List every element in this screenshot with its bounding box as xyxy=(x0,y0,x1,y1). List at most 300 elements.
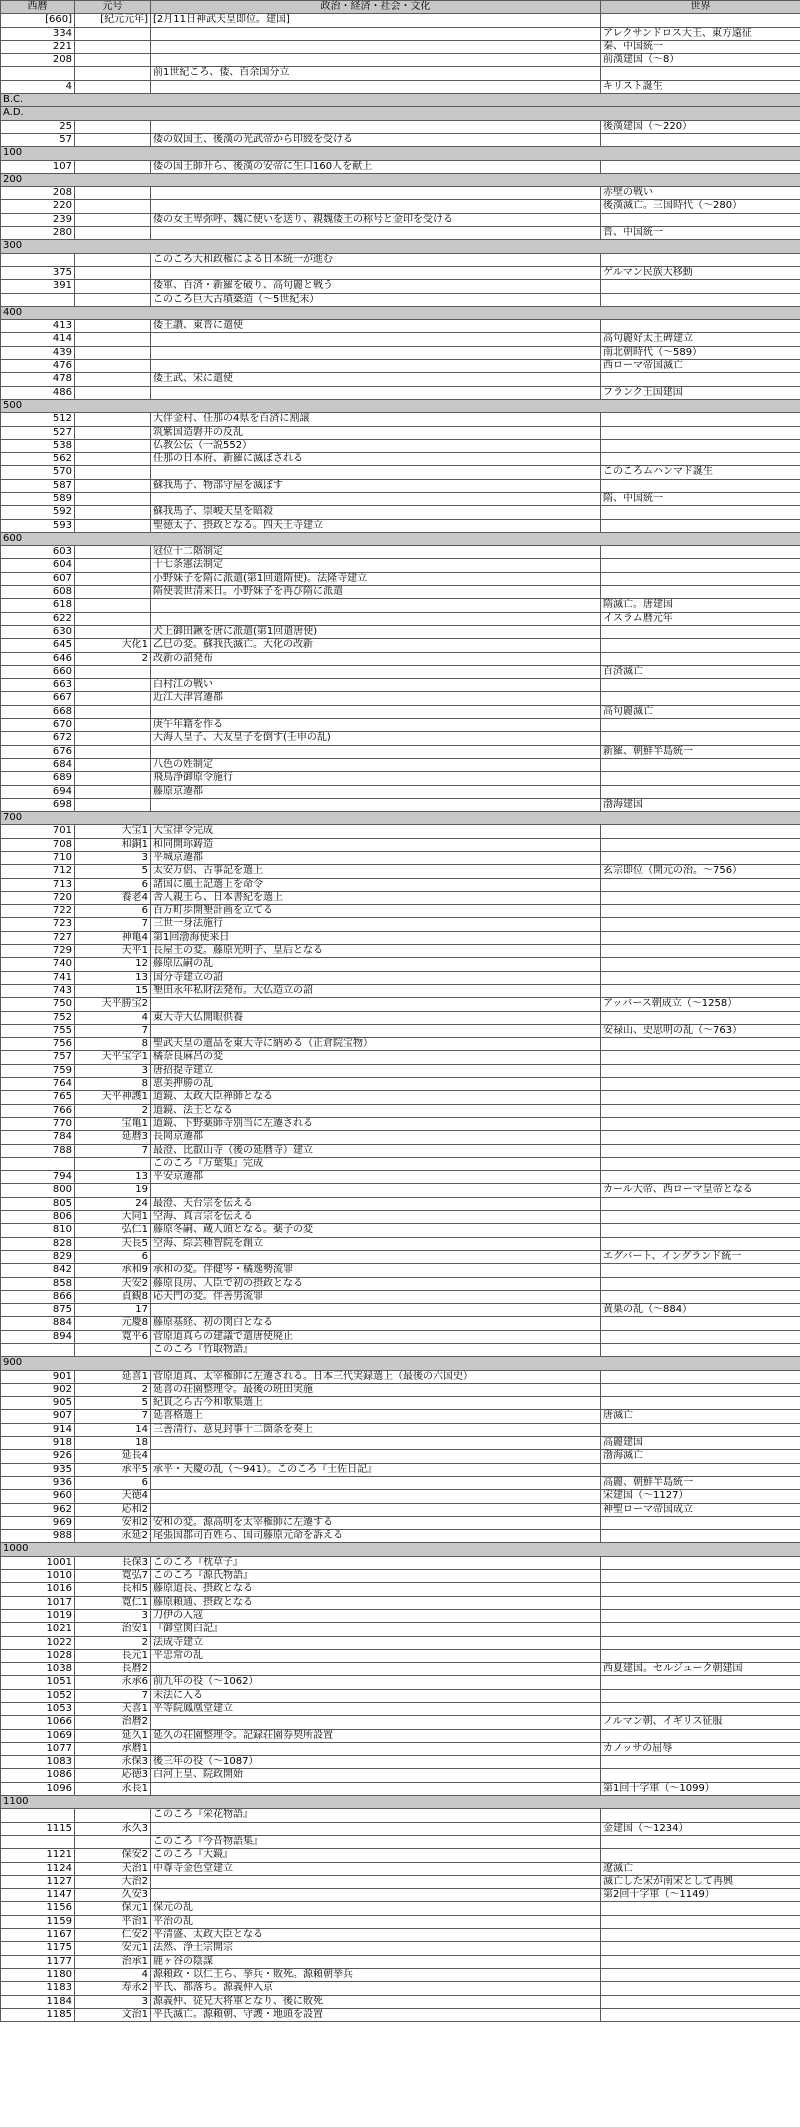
timeline-row xyxy=(1,1211,800,1224)
timeline-row xyxy=(1,572,800,585)
japan-event-cell: 空海、綜芸種智院を創立 xyxy=(151,1237,601,1250)
era-cell xyxy=(75,453,151,466)
timeline-row xyxy=(1,67,800,80)
era-cell: 6 xyxy=(75,1476,151,1489)
japan-event-cell: 唐招提寺建立 xyxy=(151,1064,601,1077)
japan-event-cell xyxy=(151,187,601,200)
year-cell: 1022 xyxy=(1,1636,75,1649)
japan-event-cell: 紀貫之ら古今和歌集選上 xyxy=(151,1397,601,1410)
japan-event-cell: このころ『万葉集』完成 xyxy=(151,1157,601,1170)
japan-event-cell xyxy=(151,1490,601,1503)
era-cell: 延久1 xyxy=(75,1729,151,1742)
era-cell xyxy=(75,772,151,785)
world-event-cell xyxy=(601,1530,800,1543)
era-cell xyxy=(75,333,151,346)
era-cell: 貞観8 xyxy=(75,1290,151,1303)
era-cell: 応和2 xyxy=(75,1503,151,1516)
century-divider-row xyxy=(1,1796,800,1809)
era-cell xyxy=(75,133,151,146)
year-cell: 750 xyxy=(1,998,75,1011)
century-label: 500 xyxy=(1,399,800,412)
world-event-cell: エグバート、イングランド統一 xyxy=(601,1250,800,1263)
world-event-cell xyxy=(601,945,800,958)
year-cell: 413 xyxy=(1,320,75,333)
year-cell: 208 xyxy=(1,54,75,67)
japan-event-cell: 国分寺建立の詔 xyxy=(151,971,601,984)
era-cell: 14 xyxy=(75,1423,151,1436)
timeline-row xyxy=(1,798,800,811)
timeline-row xyxy=(1,745,800,758)
world-event-cell: 赤壁の戦い xyxy=(601,187,800,200)
year-cell: 592 xyxy=(1,506,75,519)
japan-event-cell: このころ『栄花物語』 xyxy=(151,1809,601,1822)
era-cell: 長和5 xyxy=(75,1583,151,1596)
year-cell: 884 xyxy=(1,1317,75,1330)
japan-event-cell: 仏教公伝（一説552） xyxy=(151,439,601,452)
year-cell: 538 xyxy=(1,439,75,452)
year-cell: 710 xyxy=(1,852,75,865)
japan-event-cell: 舎人親王ら、日本書紀を選上 xyxy=(151,891,601,904)
era-cell xyxy=(75,386,151,399)
timeline-row xyxy=(1,1437,800,1450)
world-event-cell xyxy=(601,1570,800,1583)
timeline-row xyxy=(1,825,800,838)
timeline-row xyxy=(1,1250,800,1263)
japan-event-cell xyxy=(151,333,601,346)
japan-event-cell xyxy=(151,80,601,93)
century-label: 700 xyxy=(1,812,800,825)
world-event-cell xyxy=(601,1091,800,1104)
year-cell: 729 xyxy=(1,945,75,958)
era-cell: 18 xyxy=(75,1437,151,1450)
japan-event-cell xyxy=(151,227,601,240)
era-cell xyxy=(75,1835,151,1848)
year-cell: 936 xyxy=(1,1476,75,1489)
col-header-world: 世界 xyxy=(601,1,800,14)
world-event-cell: 渤海建国 xyxy=(601,798,800,811)
japan-event-cell: 平安京遷都 xyxy=(151,1171,601,1184)
timeline-row xyxy=(1,1051,800,1064)
japan-event-cell: 太安万侶、古事記を選上 xyxy=(151,865,601,878)
year-cell: 969 xyxy=(1,1516,75,1529)
japan-event-cell: このころ『源氏物語』 xyxy=(151,1570,601,1583)
world-event-cell xyxy=(601,679,800,692)
year-cell: 875 xyxy=(1,1304,75,1317)
header-row xyxy=(1,1,800,14)
timeline-row xyxy=(1,1184,800,1197)
year-cell: 759 xyxy=(1,1064,75,1077)
timeline-row xyxy=(1,1902,800,1915)
era-cell: 6 xyxy=(75,905,151,918)
japan-event-cell: 保元の乱 xyxy=(151,1902,601,1915)
year-cell: 486 xyxy=(1,386,75,399)
world-event-cell: 南北朝時代（～589） xyxy=(601,346,800,359)
year-cell: 1066 xyxy=(1,1716,75,1729)
timeline-row xyxy=(1,1450,800,1463)
year-cell: 1115 xyxy=(1,1822,75,1835)
era-cell: 天平1 xyxy=(75,945,151,958)
timeline-row xyxy=(1,732,800,745)
era-cell xyxy=(75,120,151,133)
world-event-cell: 玄宗即位（開元の治。～756） xyxy=(601,865,800,878)
era-cell xyxy=(75,719,151,732)
world-event-cell xyxy=(601,1038,800,1051)
timeline-row xyxy=(1,705,800,718)
timeline-row xyxy=(1,1197,800,1210)
japan-event-cell: 墾田永年私財法発布。大仏造立の詔 xyxy=(151,984,601,997)
world-event-cell xyxy=(601,1197,800,1210)
year-cell: 668 xyxy=(1,705,75,718)
timeline-row xyxy=(1,54,800,67)
world-event-cell: 晋、中国統一 xyxy=(601,227,800,240)
world-event-cell xyxy=(601,652,800,665)
year-cell: 1019 xyxy=(1,1609,75,1622)
era-cell xyxy=(75,293,151,306)
century-divider-row xyxy=(1,173,800,186)
era-cell: 2 xyxy=(75,1383,151,1396)
era-cell: 8 xyxy=(75,1038,151,1051)
world-event-cell xyxy=(601,293,800,306)
era-cell: 天安2 xyxy=(75,1277,151,1290)
world-event-cell xyxy=(601,1211,800,1224)
japan-event-cell: 倭王武、宋に遣使 xyxy=(151,373,601,386)
timeline-row xyxy=(1,772,800,785)
year-cell: 645 xyxy=(1,639,75,652)
era-cell xyxy=(75,373,151,386)
japan-event-cell: 最澄、比叡山寺（後の延暦寺）建立 xyxy=(151,1144,601,1157)
world-event-cell: アッバース朝成立（～1258） xyxy=(601,998,800,1011)
world-event-cell xyxy=(601,506,800,519)
timeline-row xyxy=(1,1623,800,1636)
year-cell: 622 xyxy=(1,612,75,625)
world-event-cell xyxy=(601,1835,800,1848)
year-cell: 603 xyxy=(1,546,75,559)
japan-event-cell xyxy=(151,1782,601,1795)
century-label: 1100 xyxy=(1,1796,800,1809)
year-cell: 757 xyxy=(1,1051,75,1064)
timeline-row xyxy=(1,200,800,213)
year-cell: 1028 xyxy=(1,1649,75,1662)
era-cell: 仁安2 xyxy=(75,1929,151,1942)
japan-event-cell: 長岡京遷都 xyxy=(151,1131,601,1144)
timeline-row xyxy=(1,878,800,891)
era-cell xyxy=(75,546,151,559)
year-cell: 800 xyxy=(1,1184,75,1197)
timeline-row xyxy=(1,1583,800,1596)
era-cell: 天長5 xyxy=(75,1237,151,1250)
japan-event-cell: 鹿ヶ谷の陰謀 xyxy=(151,1955,601,1968)
timeline-row xyxy=(1,1982,800,1995)
japan-event-cell: 藤原冬嗣、蔵人頭となる。薬子の変 xyxy=(151,1224,601,1237)
year-cell xyxy=(1,1835,75,1848)
world-event-cell: 黄巣の乱（～884） xyxy=(601,1304,800,1317)
timeline-row xyxy=(1,1915,800,1928)
world-event-cell xyxy=(601,1609,800,1622)
japan-event-cell: 尾張国郡司百姓ら、国司藤原元命を訴える xyxy=(151,1530,601,1543)
timeline-row xyxy=(1,227,800,240)
timeline-row xyxy=(1,492,800,505)
japan-event-cell xyxy=(151,1875,601,1888)
timeline-row xyxy=(1,14,800,27)
world-event-cell xyxy=(601,825,800,838)
year-cell: 676 xyxy=(1,745,75,758)
japan-event-cell: 聖武天皇の遺品を東大寺に納める（正倉院宝物） xyxy=(151,1038,601,1051)
world-event-cell xyxy=(601,785,800,798)
world-event-cell xyxy=(601,905,800,918)
japan-event-cell: このころ『竹取物語』 xyxy=(151,1343,601,1356)
timeline-row xyxy=(1,785,800,798)
japan-event-cell xyxy=(151,798,601,811)
year-cell: 727 xyxy=(1,931,75,944)
timeline-row xyxy=(1,1476,800,1489)
era-cell xyxy=(75,160,151,173)
year-cell: 334 xyxy=(1,27,75,40)
year-cell: 1010 xyxy=(1,1570,75,1583)
world-event-cell xyxy=(601,453,800,466)
japan-event-cell: 三善清行、意見封事十二箇条を奏上 xyxy=(151,1423,601,1436)
era-cell: 延暦3 xyxy=(75,1131,151,1144)
era-cell xyxy=(75,572,151,585)
japan-event-cell: 末法に入る xyxy=(151,1689,601,1702)
world-event-cell xyxy=(601,958,800,971)
world-event-cell xyxy=(601,1397,800,1410)
era-cell: 延喜1 xyxy=(75,1370,151,1383)
japan-event-cell: 刀伊の入寇 xyxy=(151,1609,601,1622)
world-event-cell xyxy=(601,320,800,333)
timeline-row xyxy=(1,80,800,93)
timeline-row xyxy=(1,1955,800,1968)
world-event-cell: 渤海滅亡 xyxy=(601,1450,800,1463)
world-event-cell: イスラム暦元年 xyxy=(601,612,800,625)
timeline-row xyxy=(1,1343,800,1356)
year-cell: 914 xyxy=(1,1423,75,1436)
era-cell xyxy=(75,27,151,40)
japan-event-cell xyxy=(151,1024,601,1037)
year-cell: 766 xyxy=(1,1104,75,1117)
year-cell: 684 xyxy=(1,758,75,771)
era-cell: 4 xyxy=(75,1011,151,1024)
japan-event-cell xyxy=(151,1822,601,1835)
japan-event-cell: 倭王讃、東晋に遣使 xyxy=(151,320,601,333)
japan-event-cell xyxy=(151,612,601,625)
era-cell xyxy=(75,40,151,53)
year-cell: 1177 xyxy=(1,1955,75,1968)
year-cell: 764 xyxy=(1,1078,75,1091)
era-cell: 天喜1 xyxy=(75,1703,151,1716)
era-cell: 寛平6 xyxy=(75,1330,151,1343)
world-event-cell xyxy=(601,1330,800,1343)
japan-event-cell xyxy=(151,54,601,67)
year-cell: 752 xyxy=(1,1011,75,1024)
era-cell: 永延2 xyxy=(75,1530,151,1543)
timeline-row xyxy=(1,1423,800,1436)
japan-event-cell: 大宝律令完成 xyxy=(151,825,601,838)
japan-event-cell xyxy=(151,360,601,373)
world-event-cell xyxy=(601,838,800,851)
japan-event-cell: 平清盛、太政大臣となる xyxy=(151,1929,601,1942)
japan-event-cell: [2月11日神武天皇即位。建国] xyxy=(151,14,601,27)
era-cell xyxy=(75,213,151,226)
japan-event-cell xyxy=(151,1716,601,1729)
timeline-row xyxy=(1,586,800,599)
century-divider-row xyxy=(1,532,800,545)
era-cell: 3 xyxy=(75,1064,151,1077)
era-cell: 3 xyxy=(75,1609,151,1622)
world-event-cell xyxy=(601,213,800,226)
world-event-cell xyxy=(601,719,800,732)
year-cell: 740 xyxy=(1,958,75,971)
japan-event-cell: 藤原良房、人臣で初の摂政となる xyxy=(151,1277,601,1290)
year-cell: 221 xyxy=(1,40,75,53)
world-event-cell xyxy=(601,2008,800,2021)
japan-event-cell: 改新の詔発布 xyxy=(151,652,601,665)
era-cell: 承暦1 xyxy=(75,1742,151,1755)
era-cell xyxy=(75,506,151,519)
era-cell xyxy=(75,1157,151,1170)
year-cell xyxy=(1,1809,75,1822)
era-cell: 神亀4 xyxy=(75,931,151,944)
century-label: 400 xyxy=(1,306,800,319)
timeline-row xyxy=(1,320,800,333)
world-event-cell xyxy=(601,1157,800,1170)
year-cell: 391 xyxy=(1,280,75,293)
year-cell: 25 xyxy=(1,120,75,133)
world-event-cell xyxy=(601,1942,800,1955)
japan-event-cell: 中尊寺金色堂建立 xyxy=(151,1862,601,1875)
world-event-cell xyxy=(601,67,800,80)
timeline-row xyxy=(1,931,800,944)
japan-event-cell: 安和の変。源高明を太宰権帥に左遷する xyxy=(151,1516,601,1529)
timeline-row xyxy=(1,439,800,452)
year-cell: 741 xyxy=(1,971,75,984)
japan-event-cell: 東大寺大仏開眼供養 xyxy=(151,1011,601,1024)
century-divider-row xyxy=(1,94,800,107)
timeline-row xyxy=(1,1011,800,1024)
era-cell: 元慶8 xyxy=(75,1317,151,1330)
japan-event-cell: 前九年の役（～1062） xyxy=(151,1676,601,1689)
world-event-cell xyxy=(601,1264,800,1277)
world-event-cell: 神聖ローマ帝国成立 xyxy=(601,1503,800,1516)
timeline-row xyxy=(1,1822,800,1835)
timeline-row xyxy=(1,293,800,306)
japan-event-cell: 藤原道長、摂政となる xyxy=(151,1583,601,1596)
world-event-cell xyxy=(601,1064,800,1077)
year-cell: 962 xyxy=(1,1503,75,1516)
year-cell: 239 xyxy=(1,213,75,226)
world-event-cell xyxy=(601,625,800,638)
timeline-row xyxy=(1,1703,800,1716)
world-event-cell xyxy=(601,732,800,745)
japan-event-cell xyxy=(151,1476,601,1489)
japan-event-cell xyxy=(151,386,601,399)
year-cell: 1038 xyxy=(1,1663,75,1676)
year-cell: 905 xyxy=(1,1397,75,1410)
japan-event-cell: 延久の荘園整理令。記録荘園券契所設置 xyxy=(151,1729,601,1742)
year-cell: 788 xyxy=(1,1144,75,1157)
japan-event-cell: 藤原広嗣の乱 xyxy=(151,958,601,971)
timeline-row xyxy=(1,679,800,692)
timeline-row xyxy=(1,998,800,1011)
timeline-row xyxy=(1,1849,800,1862)
world-event-cell: 高麗、朝鮮半島統一 xyxy=(601,1476,800,1489)
century-divider-row xyxy=(1,147,800,160)
world-event-cell xyxy=(601,1915,800,1928)
world-event-cell xyxy=(601,918,800,931)
year-cell: 670 xyxy=(1,719,75,732)
japan-event-cell: 聖徳太子、摂政となる。四天王寺建立 xyxy=(151,519,601,532)
year-cell: 660 xyxy=(1,665,75,678)
japan-event-cell: 延喜の荘園整理令。最後の班田実施 xyxy=(151,1383,601,1396)
world-event-cell: キリスト誕生 xyxy=(601,80,800,93)
timeline-row xyxy=(1,466,800,479)
japan-event-cell xyxy=(151,120,601,133)
japan-event-cell: このころ『大鏡』 xyxy=(151,1849,601,1862)
year-cell: 689 xyxy=(1,772,75,785)
japan-event-cell: 倭の女王卑弥呼、魏に使いを送り、親魏倭王の称号と金印を受ける xyxy=(151,213,601,226)
world-event-cell: 隋、中国統一 xyxy=(601,492,800,505)
year-cell: 618 xyxy=(1,599,75,612)
japan-event-cell: 倭の国王帥升ら、後漢の安帝に生口160人を献上 xyxy=(151,160,601,173)
timeline-row xyxy=(1,1570,800,1583)
era-cell: 天徳4 xyxy=(75,1490,151,1503)
japan-event-cell: 犬上御田鍬を唐に派遣(第1回遣唐使) xyxy=(151,625,601,638)
japan-event-cell: このころ『枕草子』 xyxy=(151,1556,601,1569)
world-event-cell xyxy=(601,772,800,785)
timeline-row xyxy=(1,1330,800,1343)
era-cell: 和銅1 xyxy=(75,838,151,851)
timeline-row xyxy=(1,1530,800,1543)
world-event-cell xyxy=(601,1277,800,1290)
timeline-row xyxy=(1,1064,800,1077)
era-cell xyxy=(75,360,151,373)
era-cell: 永久3 xyxy=(75,1822,151,1835)
world-event-cell xyxy=(601,1383,800,1396)
year-cell: 935 xyxy=(1,1463,75,1476)
timeline-row xyxy=(1,40,800,53)
era-cell: 治安1 xyxy=(75,1623,151,1636)
timeline-row xyxy=(1,213,800,226)
japan-event-cell: 十七条憲法制定 xyxy=(151,559,601,572)
japan-event-cell xyxy=(151,200,601,213)
year-cell: 1021 xyxy=(1,1623,75,1636)
era-cell xyxy=(75,1809,151,1822)
timeline-row xyxy=(1,758,800,771)
century-label: 600 xyxy=(1,532,800,545)
era-cell: 7 xyxy=(75,1144,151,1157)
world-event-cell xyxy=(601,1516,800,1529)
world-event-cell: 秦、中国統一 xyxy=(601,40,800,53)
timeline-row xyxy=(1,133,800,146)
year-cell: 527 xyxy=(1,426,75,439)
timeline-row xyxy=(1,1370,800,1383)
world-event-cell xyxy=(601,1929,800,1942)
year-cell: 708 xyxy=(1,838,75,851)
japan-event-cell: 道鏡、法王となる xyxy=(151,1104,601,1117)
timeline-row xyxy=(1,1490,800,1503)
era-cell: 天平宝字1 xyxy=(75,1051,151,1064)
world-event-cell xyxy=(601,373,800,386)
world-event-cell xyxy=(601,519,800,532)
timeline-row xyxy=(1,1729,800,1742)
world-event-cell xyxy=(601,1955,800,1968)
world-event-cell xyxy=(601,133,800,146)
japan-event-cell xyxy=(151,492,601,505)
world-event-cell xyxy=(601,639,800,652)
era-cell xyxy=(75,67,151,80)
timeline-row xyxy=(1,1091,800,1104)
year-cell: 1077 xyxy=(1,1742,75,1755)
year-cell: 765 xyxy=(1,1091,75,1104)
